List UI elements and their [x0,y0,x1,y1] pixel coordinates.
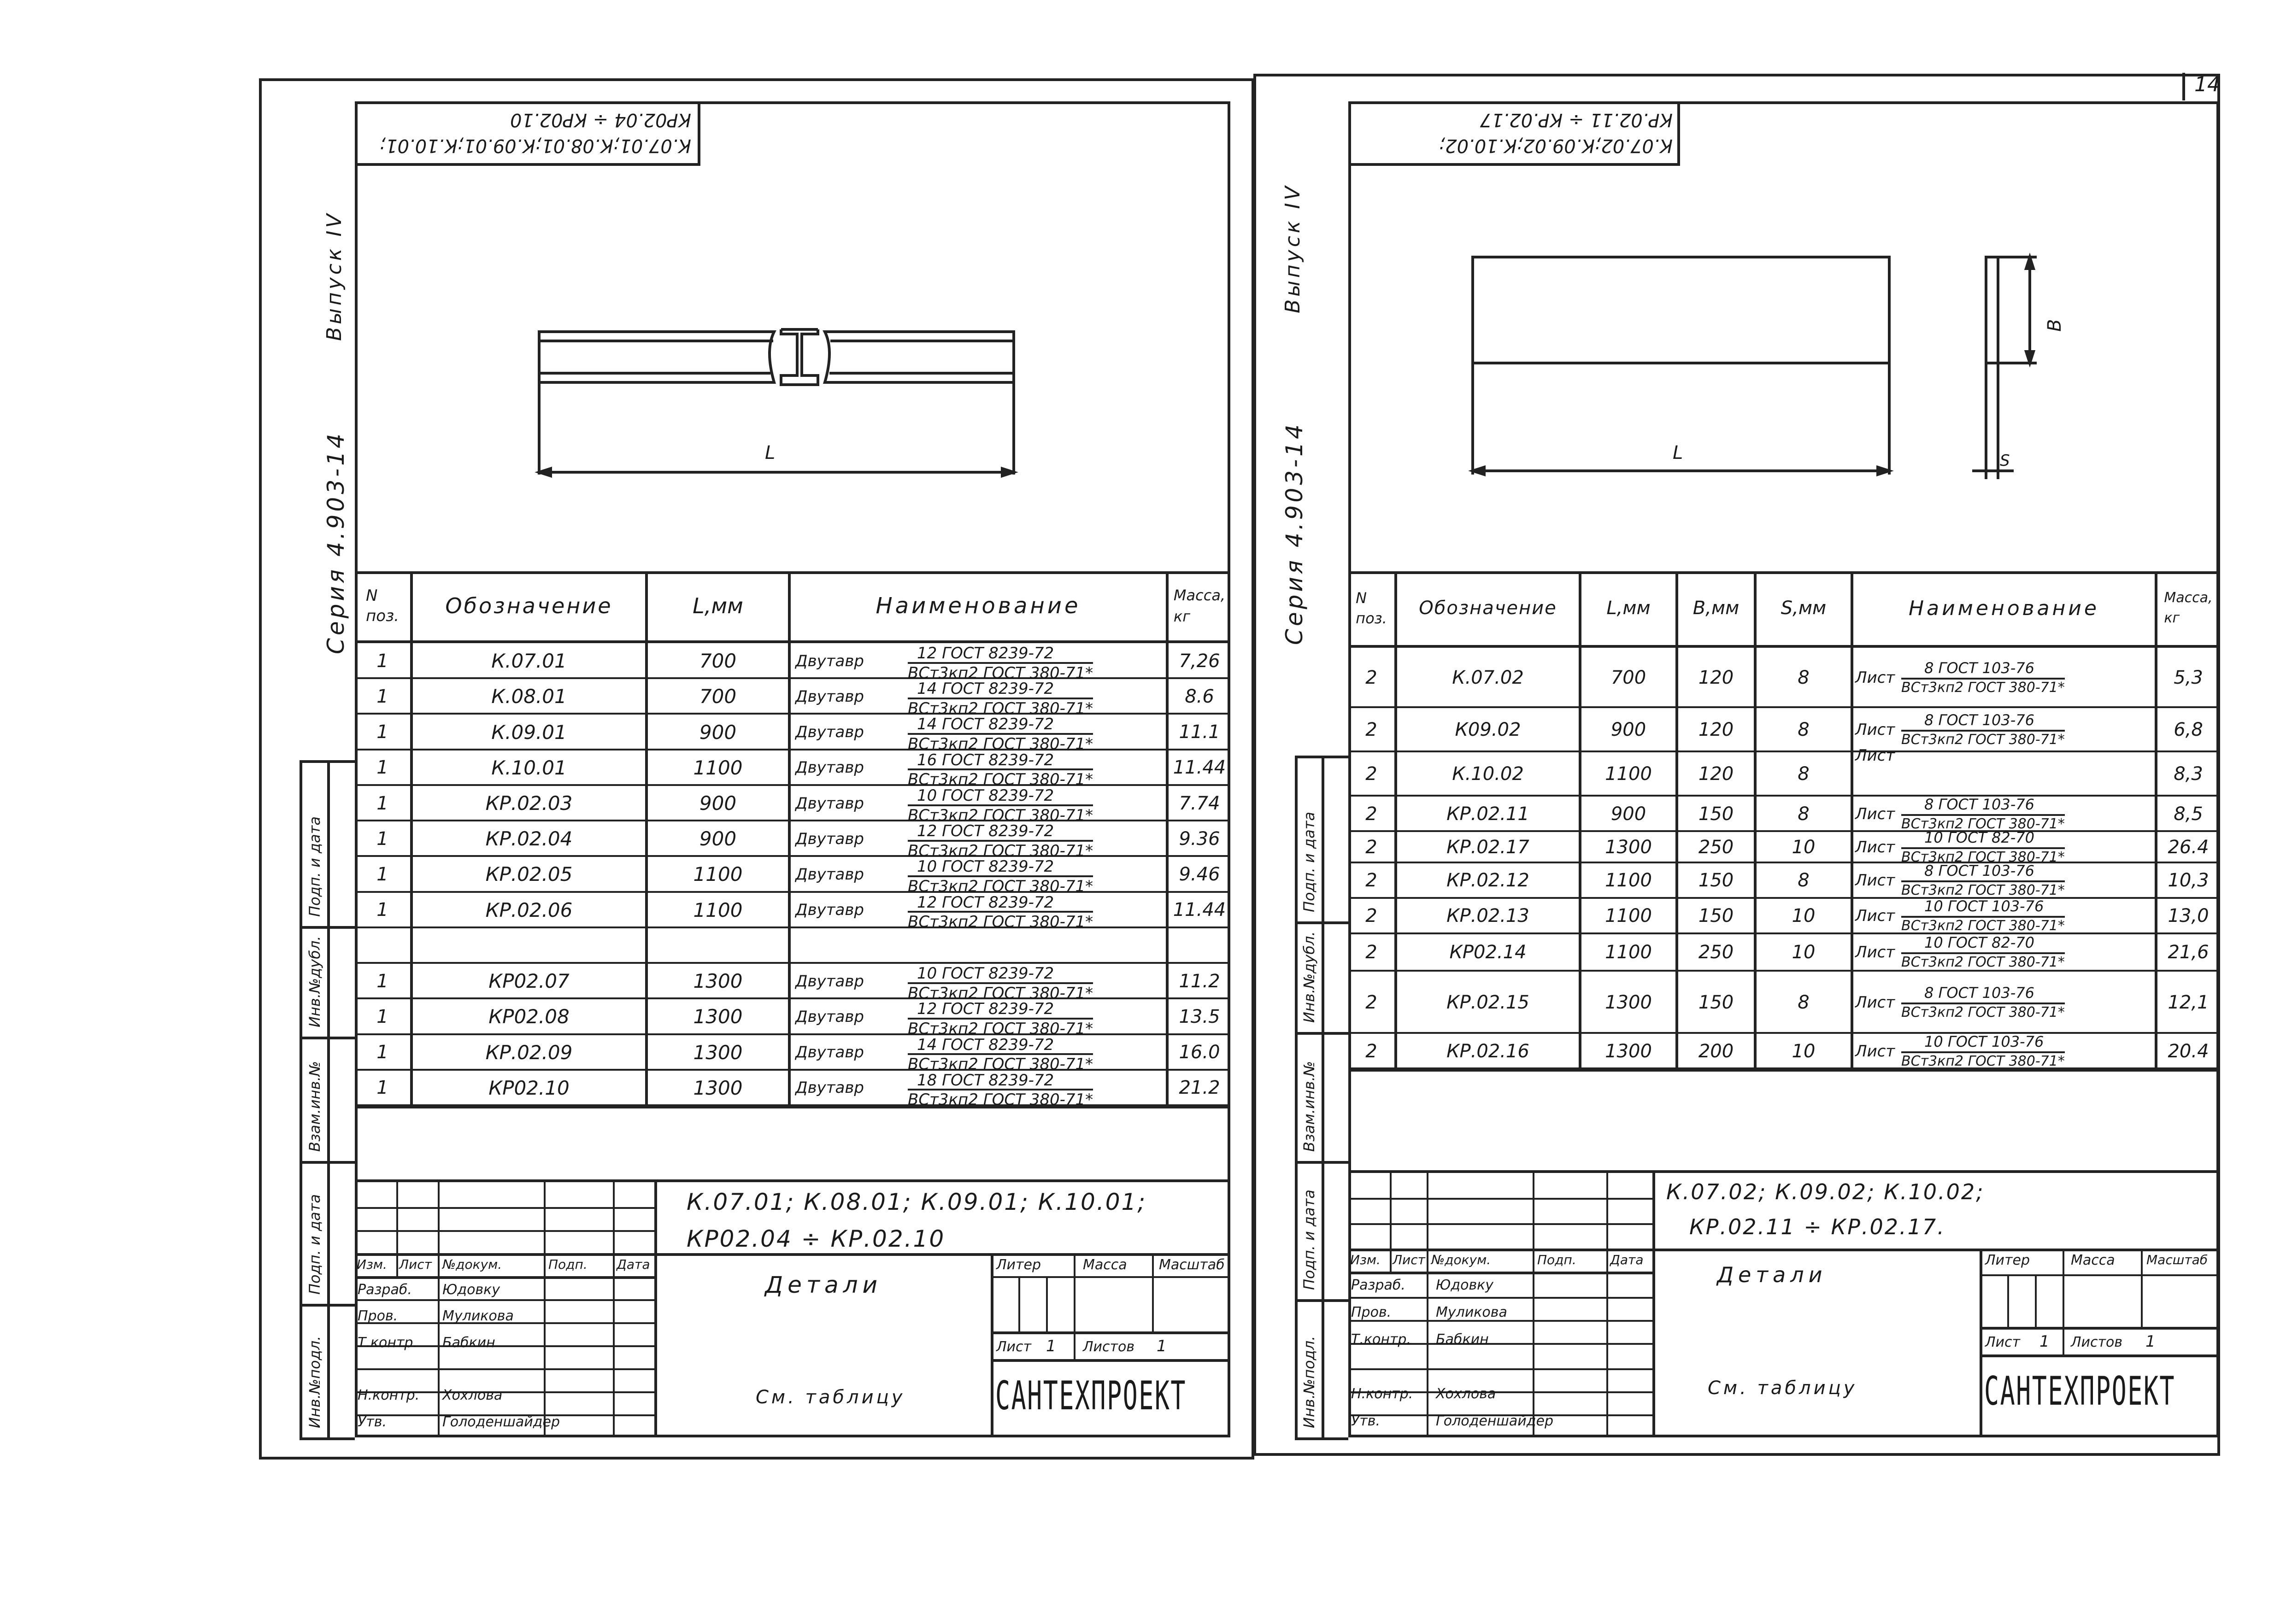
page-number: 14 [2194,73,2220,96]
right-k10-name: Лист [1855,746,1895,765]
row-length: 1300 [693,1041,743,1064]
row-width: 150 [1698,905,1734,927]
right-people-list [1348,1274,1652,1437]
row-mass: 9.36 [1179,828,1220,850]
left-tb-mass: Масса [1083,1257,1127,1273]
row-pos: 2 [1365,870,1377,891]
right-th-width: В,мм [1693,598,1740,619]
right-tb-doc-line1: К.07.02; К.09.02; К.10.02; [1666,1179,1985,1204]
tb-role: Утв. [358,1413,387,1430]
left-dim-L: L [765,442,776,463]
left-tb-sheet-no: 1 [1046,1337,1056,1355]
row-length: 700 [699,650,737,673]
row-designation: КР.02.12 [1446,870,1529,891]
left-tb-ref: См. таблицу [756,1387,905,1408]
row-spec-top: 12 ГОСТ 8239-72 [917,644,1054,662]
row-designation: КР02.08 [488,1005,570,1028]
tb-person-name: Голоденшайдер [1436,1413,1553,1429]
left-tb-doc-line2: КР02.04 ÷ КР.02.10 [687,1225,946,1252]
row-length: 700 [699,685,737,708]
row-width: 120 [1698,667,1734,688]
row-spec-top: 12 ГОСТ 8239-72 [917,1000,1054,1019]
row-mass: 11.44 [1173,899,1226,921]
row-spec-top: 16 ГОСТ 8239-72 [917,750,1054,769]
right-th-length: L,мм [1606,598,1651,619]
row-length: 1100 [693,898,743,921]
row-mass: 8,3 [2174,763,2203,785]
left-people-list [355,1279,654,1437]
row-length: 1100 [693,863,743,886]
row-pos: 1 [376,650,388,672]
row-name: Двутавр [795,1007,864,1026]
left-title-rotated: К.07.01;К.08.01;К.09.01;К.10.01; КР02.04 ÷ КР02.10 [379,109,691,156]
row-pos: 1 [376,721,388,743]
row-spec-top: 12 ГОСТ 8239-72 [917,893,1054,912]
left-tb-head-2: №докум. [442,1257,502,1272]
right-issue-label: Выпуск IV [1281,183,1305,313]
row-name: Лист [1855,838,1895,856]
row-width: 250 [1698,942,1734,963]
right-tb-org: САНТЕХПРОЕКТ [1984,1368,2175,1414]
row-spec-top: 10 ГОСТ 103-76 [1924,897,2044,915]
tb-person-name: Хохлова [1436,1386,1496,1402]
row-designation: КР.02.03 [485,792,573,815]
row-spec-bot: ВСт3кп2 ГОСТ 380-71* [1901,916,2065,934]
row-name: Лист [1855,1042,1895,1061]
row-designation: КР02.10 [488,1076,570,1099]
row-length: 1300 [693,1076,743,1099]
row-name: Двутавр [795,1043,864,1062]
row-spec-bot: ВСт3кп2 ГОСТ 380-71* [908,911,1093,931]
row-designation [413,928,645,963]
row-mass [1169,928,1230,963]
row-spec-top: 10 ГОСТ 8239-72 [917,964,1054,983]
row-mass: 16.0 [1179,1042,1220,1063]
row-pos: 1 [376,863,388,885]
row-length: 900 [699,792,737,815]
left-tb-org: САНТЕХПРОЕКТ [995,1373,1187,1419]
row-designation: КР.02.13 [1446,905,1529,927]
row-length: 1100 [693,756,743,779]
row-mass: 5,3 [2174,667,2203,688]
row-name: Лист [1855,907,1895,926]
left-side-label-0: Подп. и дата [306,816,323,917]
row-mass: 13.5 [1179,1006,1220,1027]
row-name: Двутавр [795,1079,864,1097]
row-spec-bot: ВСт3кп2 ГОСТ 380-71* [908,1089,1093,1109]
left-tb-sheets: Листов [1083,1339,1135,1355]
right-plate-drawing [1465,249,2064,488]
right-tb-sheets: Листов [2071,1334,2123,1350]
right-side-label-4: Инв.№подл. [1300,1336,1318,1428]
row-designation: К09.02 [1455,719,1521,740]
row-spec-top: 14 ГОСТ 8239-72 [917,715,1054,734]
row-spec-bot: ВСт3кп2 ГОСТ 380-71* [1901,1051,2065,1069]
tb-role: Пров. [1351,1304,1392,1320]
row-name: Двутавр [795,758,864,777]
row-spec-top: 10 ГОСТ 103-76 [1924,1032,2044,1050]
row-spec-bot: ВСт3кп2 ГОСТ 380-71* [908,1053,1093,1073]
row-width: 150 [1698,803,1734,825]
row-name: Двутавр [795,687,864,706]
right-tb-head-4: Дата [1610,1252,1644,1267]
row-pos: 1 [376,1042,388,1063]
row-mass: 21.2 [1179,1077,1220,1099]
right-tb-ref: См. таблицу [1708,1378,1857,1399]
row-width: 120 [1698,719,1734,740]
row-name: Двутавр [795,829,864,848]
right-side-label-2: Взам.инв.№ [1300,1061,1318,1152]
row-length: 1100 [1605,942,1652,963]
row-thick: 8 [1798,719,1810,740]
row-designation: КР.02.17 [1446,836,1529,858]
left-tb-scale: Масштаб [1159,1257,1225,1273]
row-name: Двутавр [795,972,864,991]
row-width: 120 [1698,763,1734,785]
row-spec-top: 8 ГОСТ 103-76 [1924,659,2034,677]
left-tb-title: Детали [765,1272,882,1298]
tb-role: Т.контр. [358,1334,418,1351]
right-spec-table [1348,571,2219,1069]
left-th-pos: N поз. [366,586,399,625]
row-spec-top: 14 ГОСТ 8239-72 [917,680,1054,698]
tb-person-name: Голоденшайдер [442,1413,560,1430]
row-thick: 8 [1798,763,1810,785]
tb-person-name: Бабкин [1436,1331,1489,1348]
row-pos: 1 [376,686,388,707]
row-thick: 8 [1798,870,1810,891]
right-side-stamp [1295,756,1348,1437]
row-designation: КР.02.11 [1446,803,1529,825]
row-spec-bot: ВСт3кп2 ГОСТ 380-71* [908,662,1093,682]
row-mass: 20.4 [2168,1040,2209,1062]
tb-role: Пров. [358,1308,398,1325]
row-name: Двутавр [795,901,864,920]
left-title-block [355,1179,1230,1437]
left-tb-doc-line1: К.07.01; К.08.01; К.09.01; К.10.01; [687,1189,1147,1215]
row-spec-bot: ВСт3кп2 ГОСТ 380-71* [908,733,1093,753]
row-length: 900 [1610,719,1646,740]
right-series-label: Серия 4.903-14 [1281,422,1308,645]
row-pos [355,928,410,963]
row-name: Лист [1855,668,1895,687]
row-pos: 2 [1365,803,1377,825]
row-mass: 7,26 [1179,650,1220,672]
row-thick: 10 [1792,1040,1816,1062]
row-spec-bot: ВСт3кп2 ГОСТ 380-71* [1901,952,2065,970]
left-side-label-3: Подп. и дата [306,1194,323,1295]
row-pos: 2 [1365,667,1377,688]
row-length: 1100 [1605,905,1652,927]
tb-role: Н.контр. [358,1387,420,1404]
row-width: 150 [1698,870,1734,891]
row-spec-top: 10 ГОСТ 8239-72 [917,786,1054,805]
row-pos: 1 [376,970,388,992]
row-designation: КР.02.04 [485,827,573,850]
right-tb-head-1: Лист [1393,1252,1425,1267]
left-tb-head-1: Лист [399,1257,432,1272]
row-mass: 7.74 [1179,792,1220,814]
right-side-label-0: Подп. и дата [1300,812,1318,912]
row-designation: КР.02.09 [485,1041,573,1064]
row-spec-bot: ВСт3кп2 ГОСТ 380-71* [908,804,1093,825]
row-designation: К.07.02 [1452,667,1524,688]
row-designation: КР02.14 [1449,942,1527,963]
row-name: Двутавр [795,794,864,813]
row-pos: 1 [376,899,388,921]
row-designation: КР.02.05 [485,863,573,886]
right-dim-L: L [1673,442,1683,463]
right-side-label-3: Подп. и дата [1300,1190,1318,1290]
row-width: 200 [1698,1040,1734,1062]
row-length: 1300 [1605,991,1652,1013]
row-spec-top: 8 ГОСТ 103-76 [1924,984,2034,1002]
row-thick: 8 [1798,991,1810,1013]
right-th-name: Наименование [1909,596,2099,620]
left-series-label: Серия 4.903-14 [323,431,349,654]
row-mass: 11.1 [1179,721,1220,743]
row-name: Двутавр [795,865,864,884]
row-length: 1100 [1605,763,1652,785]
row-thick: 8 [1798,667,1810,688]
row-pos: 1 [376,792,388,814]
right-tb-head-3: Подп. [1537,1252,1576,1267]
row-designation: КР.02.15 [1446,991,1529,1013]
row-length: 700 [1610,667,1646,688]
right-side-label-1: Инв.№дубл. [1300,931,1318,1023]
right-tb-sheets-no: 1 [2145,1332,2156,1351]
row-spec-top: 8 ГОСТ 103-76 [1924,711,2034,729]
right-tb-scale: Масштаб [2146,1252,2208,1267]
row-designation: КР.02.16 [1446,1040,1529,1062]
row-mass: 26.4 [2168,836,2209,858]
right-tb-sheet: Лист [1985,1334,2021,1350]
row-pos: 2 [1365,719,1377,740]
row-mass: 10,3 [2168,870,2209,891]
tb-person-name: Муликова [442,1308,514,1325]
row-mass: 11.44 [1173,757,1226,779]
row-spec-bot: ВСт3кп2 ГОСТ 380-71* [908,698,1093,718]
right-tb-mass: Масса [2071,1252,2115,1268]
row-mass: 8,5 [2174,803,2203,825]
tb-person-name: Юдовку [1436,1277,1494,1293]
row-designation: К.09.01 [491,721,567,744]
row-mass: 6,8 [2174,719,2203,740]
right-th-mass: Масса, кг [2164,590,2213,626]
row-length: 900 [699,721,737,744]
row-name: Лист [1855,943,1895,962]
row-spec-bot: ВСт3кп2 ГОСТ 380-71* [1901,730,2065,748]
left-issue-label: Выпуск IV [323,211,346,341]
right-tb-stage: Литер [1985,1252,2030,1268]
row-thick: 10 [1792,836,1816,858]
row-mass: 21,6 [2168,942,2209,963]
tb-person-name: Хохлова [442,1387,503,1404]
row-name: Двутавр [795,723,864,742]
right-table-body [1348,648,2219,1069]
tb-role: Утв. [1351,1413,1380,1429]
row-spec-top: 8 ГОСТ 103-76 [1924,862,2034,880]
right-dim-S: S [2000,451,2010,470]
row-name: Лист [1855,720,1895,739]
row-spec-top: 18 ГОСТ 8239-72 [917,1071,1054,1090]
left-tb-sheet: Лист [996,1339,1032,1355]
row-thick: 10 [1792,905,1816,927]
row-width: 250 [1698,836,1734,858]
row-mass: 9.46 [1179,863,1220,885]
row-pos: 2 [1365,1040,1377,1062]
row-spec-bot: ВСт3кп2 ГОСТ 380-71* [1901,880,2065,898]
right-tb-title: Детали [1717,1262,1827,1287]
right-dim-B: В [2044,319,2065,332]
right-tb-head-0: Изм. [1350,1252,1381,1267]
right-th-pos: N поз. [1356,589,1387,627]
row-pos: 2 [1365,942,1377,963]
row-mass: 11.2 [1179,970,1220,992]
left-side-label-1: Инв.№дубл. [306,936,323,1027]
row-pos: 2 [1365,763,1377,785]
row-spec-bot: ВСт3кп2 ГОСТ 380-71* [908,840,1093,860]
row-length: 900 [1610,803,1646,825]
row-name: Лист [1855,804,1895,823]
tb-role: Разраб. [358,1282,412,1298]
row-spec-bot: ВСт3кп2 ГОСТ 380-71* [1901,814,2065,832]
row-mass: 12,1 [2168,991,2209,1013]
left-tb-head-3: Подп. [548,1257,588,1272]
row-mass: 13,0 [2168,905,2209,927]
row-name: Лист [1855,871,1895,890]
row-designation: КР.02.06 [485,898,573,921]
row-name: Лист [1855,993,1895,1012]
row-thick: 8 [1798,803,1810,825]
row-length: 1100 [1605,870,1652,891]
row-spec-bot: ВСт3кп2 ГОСТ 380-71* [1901,1003,2065,1020]
row-thick: 10 [1792,942,1816,963]
right-th-thick: S,мм [1781,598,1827,619]
row-name: Двутавр [795,651,864,670]
right-title-rotated: К.07.02;К.09.02;К.10.02; КР.02.11 ÷ КР.02.17 [1439,109,1673,156]
row-length: 1300 [1605,836,1652,858]
tb-role: Н.контр. [1351,1386,1413,1402]
row-length: 1300 [693,1005,743,1028]
row-pos: 2 [1365,836,1377,858]
right-th-designation: Обозначение [1419,598,1557,619]
row-pos: 1 [376,757,388,779]
row-spec-bot: ВСт3кп2 ГОСТ 380-71* [1901,678,2065,696]
row-spec-bot: ВСт3кп2 ГОСТ 380-71* [1901,847,2065,865]
row-designation: КР02.07 [488,970,570,993]
left-side-stamp [300,760,355,1437]
right-tb-doc-line2: КР.02.11 ÷ КР.02.17. [1689,1214,1945,1239]
row-designation: К.10.02 [1452,763,1524,785]
row-spec-top: 10 ГОСТ 82-70 [1924,934,2034,952]
row-pos: 1 [376,828,388,850]
row-length [648,928,788,963]
row-spec-bot: ВСт3кп2 ГОСТ 380-71* [908,768,1093,789]
right-tb-sheet-no: 1 [2039,1332,2050,1351]
row-spec-top: 10 ГОСТ 82-70 [1924,828,2034,846]
row-width: 150 [1698,991,1734,1013]
left-tb-stage: Литер [996,1257,1041,1273]
tb-person-name: Бабкин [442,1334,495,1351]
left-th-name: Наименование [876,593,1081,619]
left-spec-table [355,571,1230,1109]
left-side-label-4: Инв.№подл. [306,1336,323,1428]
row-designation: К.07.01 [491,650,567,673]
row-pos: 2 [1365,991,1377,1013]
tb-role: Разраб. [1351,1277,1405,1293]
left-tb-sheets-no: 1 [1157,1337,1167,1355]
row-designation: К.10.01 [491,756,567,779]
row-pos: 1 [376,1006,388,1027]
row-length: 1300 [693,970,743,993]
left-th-length: L,мм [693,593,743,618]
row-spec-top: 8 ГОСТ 103-76 [1924,795,2034,813]
left-tb-head-4: Дата [617,1257,650,1272]
left-tb-head-0: Изм. [357,1257,387,1272]
row-mass: 8.6 [1185,686,1214,707]
left-side-label-2: Взам.инв.№ [306,1061,323,1152]
row-designation: К.08.01 [491,685,567,708]
row-length: 900 [699,827,737,850]
row-spec-top: 14 ГОСТ 8239-72 [917,1035,1054,1054]
left-th-mass: Масса, кг [1173,586,1226,625]
left-ibeam-drawing [530,313,1028,507]
row-pos: 1 [376,1077,388,1099]
tb-role: Т.контр. [1351,1331,1411,1348]
left-table-body [355,643,1230,1109]
tb-person-name: Юдовку [442,1282,500,1298]
row-spec-top: 10 ГОСТ 8239-72 [917,857,1054,876]
row-spec-bot: ВСт3кп2 ГОСТ 380-71* [908,1018,1093,1038]
left-th-designation: Обозначение [445,593,613,618]
tb-person-name: Муликова [1436,1304,1507,1320]
row-spec-bot: ВСт3кп2 ГОСТ 380-71* [908,875,1093,896]
row-pos: 2 [1365,905,1377,927]
row-length: 1300 [1605,1040,1652,1062]
right-title-block [1348,1170,2219,1437]
row-spec-top: 12 ГОСТ 8239-72 [917,822,1054,841]
row-spec-bot: ВСт3кп2 ГОСТ 380-71* [908,982,1093,1003]
right-tb-head-2: №докум. [1431,1252,1491,1267]
